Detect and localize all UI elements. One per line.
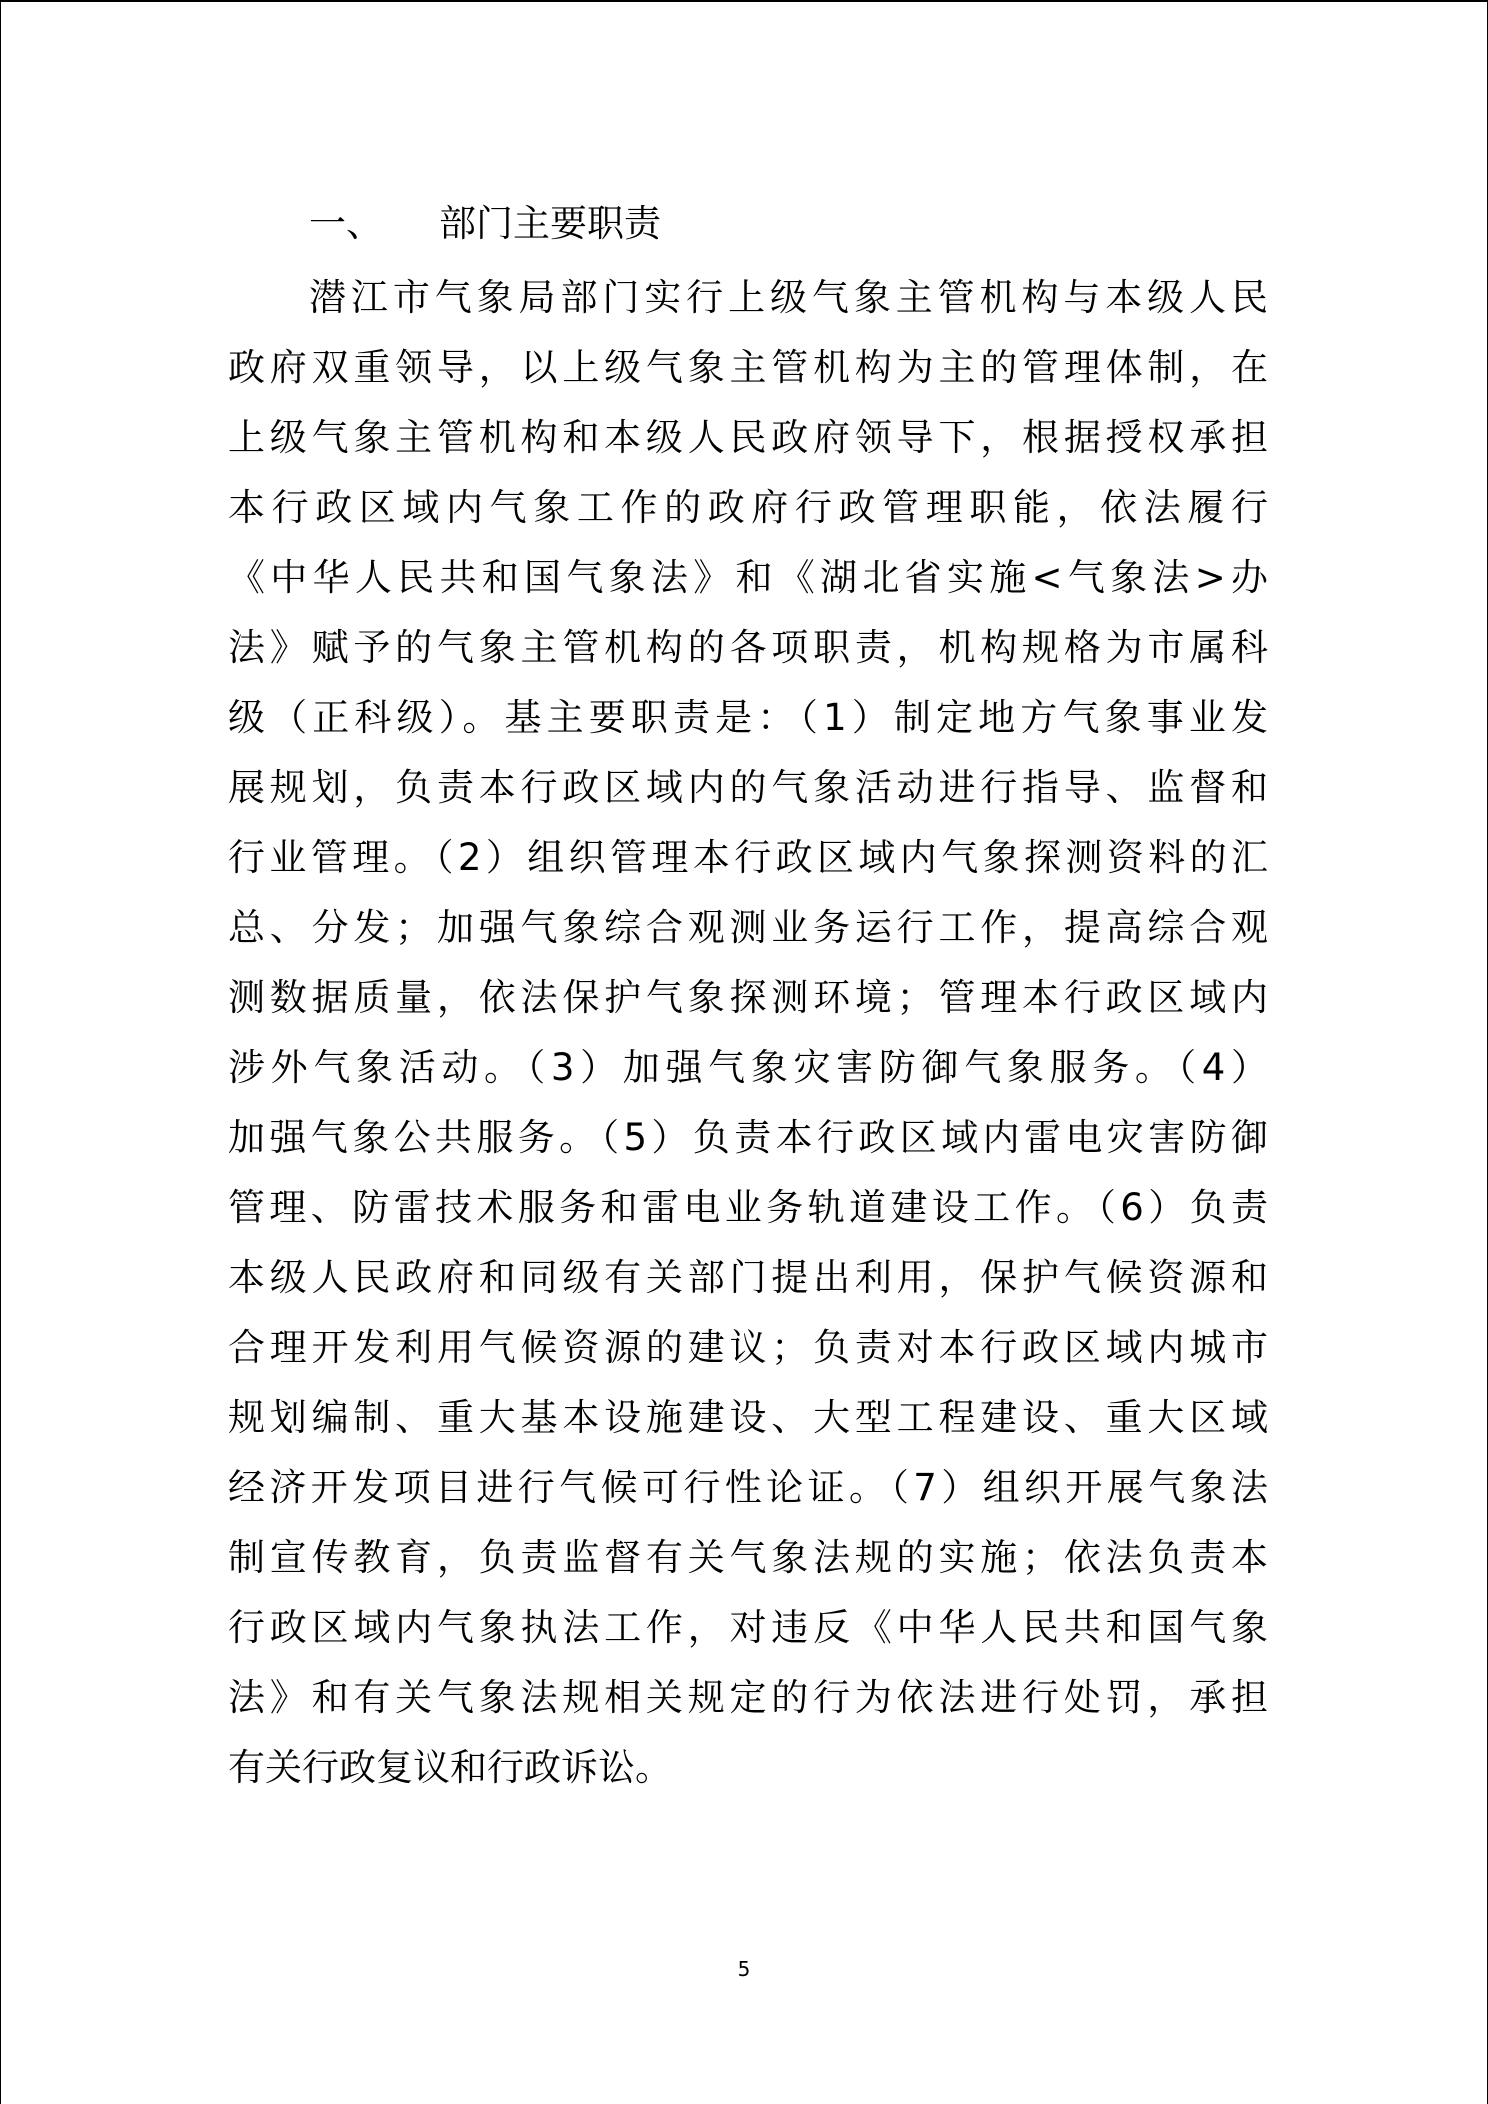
section-heading: [309, 194, 661, 254]
text-line: 《中华人民共和国气象法》和《湖北省实施<气象法>办: [228, 556, 1268, 599]
text-line: 行业管理。（2）组织管理本行政区域内气象探测资料的汇: [228, 836, 1268, 879]
text-line: 政府双重领导，以上级气象主管机构为主的管理体制，在: [228, 346, 1268, 389]
text-line: 上级气象主管机构和本级人民政府领导下，根据授权承担: [228, 416, 1268, 459]
text-line: 测数据质量，依法保护气象探测环境；管理本行政区域内: [228, 976, 1268, 1019]
section-title: 部门主要职责: [439, 202, 661, 245]
section-number: 一、: [309, 202, 383, 245]
text-line: 加强气象公共服务。（5）负责本行政区域内雷电灾害防御: [228, 1116, 1268, 1159]
text-line: 规划编制、重大基本设施建设、大型工程建设、重大区域: [228, 1396, 1268, 1439]
text-line: 法》和有关气象法规相关规定的行为依法进行处罚，承担: [228, 1676, 1268, 1719]
text-line: 潜江市气象局部门实行上级气象主管机构与本级人民: [309, 276, 1268, 319]
text-line: 展规划，负责本行政区域内的气象活动进行指导、监督和: [228, 766, 1268, 809]
text-line: 级（正科级）。基主要职责是：（1）制定地方气象事业发: [228, 696, 1268, 739]
text-line: 行政区域内气象执法工作，对违反《中华人民共和国气象: [228, 1606, 1268, 1649]
text-line: 管理、防雷技术服务和雷电业务轨道建设工作。（6）负责: [228, 1186, 1268, 1229]
text-line: 法》赋予的气象主管机构的各项职责，机构规格为市属科: [228, 626, 1268, 669]
text-line: 本级人民政府和同级有关部门提出利用，保护气候资源和: [228, 1256, 1268, 1299]
text-line: 本行政区域内气象工作的政府行政管理职能，依法履行: [228, 486, 1268, 529]
text-line: 有关行政复议和行政诉讼。: [228, 1746, 672, 1789]
text-line: 经济开发项目进行气候可行性论证。（7）组织开展气象法: [228, 1466, 1268, 1509]
body-text: [228, 263, 1268, 1803]
text-line: 制宣传教育，负责监督有关气象法规的实施；依法负责本: [228, 1536, 1268, 1579]
text-line: 涉外气象活动。（3）加强气象灾害防御气象服务。（4）: [228, 1046, 1268, 1089]
page-number: 5: [737, 1957, 751, 1981]
text-line: 合理开发利用气候资源的建议；负责对本行政区域内城市: [228, 1326, 1268, 1369]
text-line: 总、分发；加强气象综合观测业务运行工作，提高综合观: [228, 906, 1268, 949]
